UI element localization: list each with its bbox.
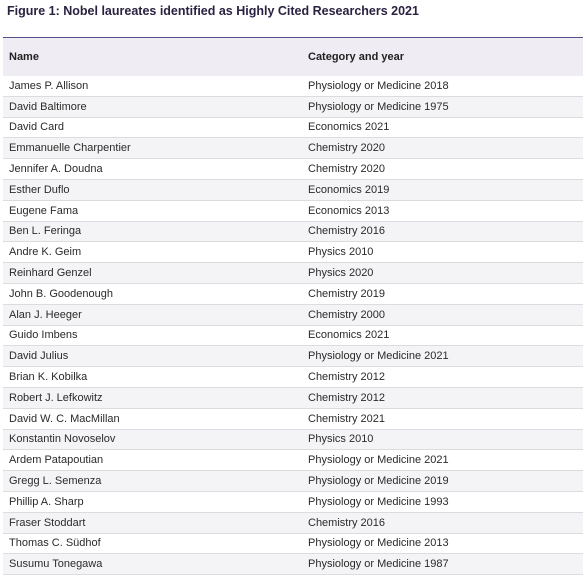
category-and-year: Physics 2020 — [308, 267, 374, 280]
table-row — [3, 263, 583, 284]
table-row — [3, 222, 583, 243]
laureate-name: James P. Allison — [9, 79, 89, 92]
category-and-year: Economics 2013 — [308, 204, 390, 217]
category-and-year: Physics 2010 — [308, 433, 374, 446]
table-row — [3, 305, 583, 326]
table-row — [3, 326, 583, 347]
laureate-name: Ben L. Feringa — [9, 225, 82, 238]
table-row — [3, 118, 583, 139]
laureate-name: Phillip A. Sharp — [9, 495, 84, 508]
table-row — [3, 242, 583, 263]
table-row — [3, 450, 583, 471]
table-row — [3, 513, 583, 534]
category-and-year: Physiology or Medicine 1993 — [308, 495, 449, 508]
column-header-name: Name — [9, 51, 39, 63]
laureate-name: David Card — [9, 121, 65, 134]
laureate-name: Susumu Tonegawa — [9, 558, 103, 571]
table-row — [3, 76, 583, 97]
laureate-name: Eugene Fama — [9, 204, 79, 217]
category-and-year: Chemistry 2020 — [308, 142, 386, 155]
category-and-year: Chemistry 2016 — [308, 516, 386, 529]
table-row — [3, 388, 583, 409]
table-row — [3, 346, 583, 367]
table-row — [3, 180, 583, 201]
laureate-name: Konstantin Novoselov — [9, 433, 116, 446]
laureate-name: Ardem Patapoutian — [9, 454, 104, 467]
column-header-category-year: Category and year — [308, 51, 404, 63]
table-row — [3, 159, 583, 180]
table-row — [3, 492, 583, 513]
laureate-name: Andre K. Geim — [9, 246, 82, 259]
category-and-year: Chemistry 2012 — [308, 371, 386, 384]
laureate-name: Thomas C. Südhof — [9, 537, 101, 550]
category-and-year: Economics 2021 — [308, 329, 390, 342]
laureate-name: Fraser Stoddart — [9, 516, 86, 529]
table-row — [3, 201, 583, 222]
category-and-year: Chemistry 2019 — [308, 287, 386, 300]
table-header — [3, 38, 583, 76]
table-row — [3, 554, 583, 575]
category-and-year: Chemistry 2020 — [308, 163, 386, 176]
figure-title: Figure 1: Nobel laureates identified as Highly Cited Researchers 2021 — [7, 4, 419, 18]
laureate-name: Esther Duflo — [9, 183, 70, 196]
table-body — [3, 76, 583, 575]
table-row — [3, 534, 583, 555]
laureate-name: Guido Imbens — [9, 329, 78, 342]
table-row — [3, 138, 583, 159]
laureate-name: David W. C. MacMillan — [9, 412, 120, 425]
table-row — [3, 471, 583, 492]
category-and-year: Economics 2021 — [308, 121, 390, 134]
category-and-year: Chemistry 2016 — [308, 225, 386, 238]
category-and-year: Physiology or Medicine 2018 — [308, 79, 449, 92]
laureate-name: Emmanuelle Charpentier — [9, 142, 131, 155]
table-row — [3, 430, 583, 451]
category-and-year: Physiology or Medicine 1987 — [308, 558, 449, 571]
laureate-name: Alan J. Heeger — [9, 308, 82, 321]
laureate-name: David Baltimore — [9, 100, 87, 113]
laureate-name: Reinhard Genzel — [9, 267, 92, 280]
category-and-year: Physiology or Medicine 2021 — [308, 350, 449, 363]
laureate-name: Robert J. Lefkowitz — [9, 391, 103, 404]
category-and-year: Physics 2010 — [308, 246, 374, 259]
table-row — [3, 284, 583, 305]
laureate-name: Gregg L. Semenza — [9, 475, 102, 488]
table-row — [3, 97, 583, 118]
laureate-name: John B. Goodenough — [9, 287, 113, 300]
category-and-year: Chemistry 2021 — [308, 412, 386, 425]
laureates-table — [3, 37, 583, 575]
table-row — [3, 367, 583, 388]
category-and-year: Economics 2019 — [308, 183, 390, 196]
category-and-year: Physiology or Medicine 2019 — [308, 475, 449, 488]
category-and-year: Physiology or Medicine 2021 — [308, 454, 449, 467]
category-and-year: Chemistry 2000 — [308, 308, 386, 321]
laureate-name: Jennifer A. Doudna — [9, 163, 103, 176]
table-row — [3, 409, 583, 430]
category-and-year: Chemistry 2012 — [308, 391, 386, 404]
category-and-year: Physiology or Medicine 1975 — [308, 100, 449, 113]
category-and-year: Physiology or Medicine 2013 — [308, 537, 449, 550]
laureate-name: Brian K. Kobilka — [9, 371, 88, 384]
laureate-name: David Julius — [9, 350, 69, 363]
